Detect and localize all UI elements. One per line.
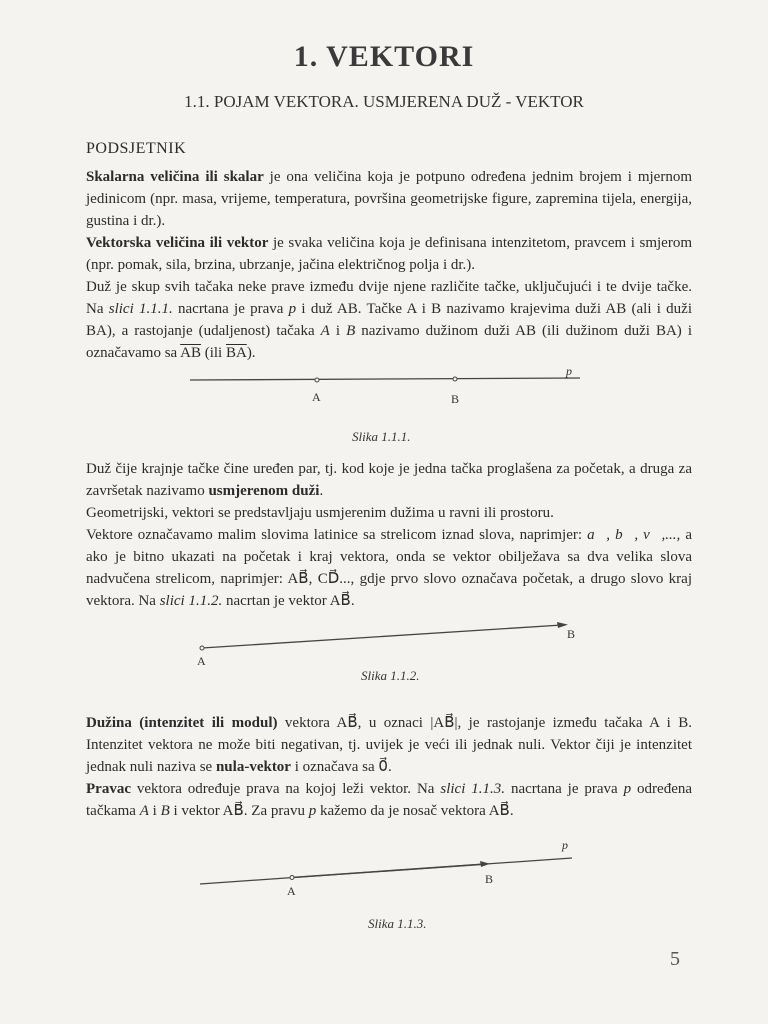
reminder-heading: PODSJETNIK — [86, 140, 187, 157]
term-scalar: Skalarna veličina ili skalar — [86, 169, 264, 185]
fig2-caption: Slika 1.1.2. — [361, 668, 420, 683]
vector-ab-arrowhead-3 — [480, 861, 490, 867]
fig3-label-b: B — [485, 872, 494, 886]
paragraph-direction: Pravac vektora određuje prava na kojoj leži vektor. Na slici 1.1.3. nacrtana je prava p određena tačkama A i B i vektor AB⃗. Za pravu p kažemo da je nosač vektora AB⃗. — [86, 781, 693, 819]
fig1-label-p: p — [566, 364, 572, 378]
vector-ab-on-p — [292, 864, 482, 877]
fig3-label-a: A — [287, 884, 296, 898]
point-a-3 — [290, 876, 294, 880]
paragraph-vector: Vektorska veličina ili vektor je svaka veličina koja je definisana intenzitetom, pravcem i smjerom (npr. pomak, sila, brzina, ubrzanje, jačina električnog polja i dr.). — [86, 235, 692, 273]
fig3-caption: Slika 1.1.3. — [368, 916, 427, 931]
fig2-label-b: B — [567, 627, 576, 641]
chapter-title: 1. VEKTORI — [293, 40, 475, 73]
fig1-caption: Slika 1.1.1. — [352, 429, 411, 444]
paragraph-notation: Vektore označavamo malim slovima latinice sa strelicom iznad slova, naprimjer: a⃗, b⃗, v⃗,..., a ako je bitno ukazati na početak i kraj vektora, onda se vektor obilježava sa dva velika slova nadvučena strelicom, naprimjer: AB⃗, CD⃗..., gdje prvo slovo označava početak, a drugo slovo kraj vektora. Na slici 1.1.2. nacrtan je vektor AB⃗. — [86, 527, 692, 609]
paragraph-geometric: Geometrijski, vektori se predstavljaju usmjerenim dužima u ravni ili prostoru. — [86, 505, 554, 521]
fig3-label-p: p — [562, 838, 568, 852]
fig2-label-a: A — [197, 654, 206, 668]
section-title: 1.1. POJAM VEKTORA. USMJERENA DUŽ - VEKTOR — [184, 92, 584, 111]
paragraph-magnitude: Dužina (intenzitet ili modul) vektora AB⃗, u oznaci |AB⃗|, je rastojanje između tačaka A i B. Intenzitet vektora ne može biti negativan, tj. uvijek je veći ili jednak nuli. Vektor čiji je intenzitet jednak nuli naziva se nula-vektor i označava sa 0⃗. — [86, 715, 692, 775]
paragraph-segment: Duž je skup svih tačaka neke prave između dvije njene različite tačke, uključujući i te dvije tačke. Na slici 1.1.1. nacrtana je prava p i duž AB. Tačke A i B nazivamo krajevima duži AB (ali i duži BA), a rastojanje (udaljenost) tačaka A i B nazivamo dužinom duži AB (ili dužinom duži BA) i označavamo sa $\overline{AB}$ (ili $\overline{BA}$). — [86, 279, 692, 361]
paragraph-directed-segment: Duž čije krajnje tačke čine uređen par, tj. kod koje je jedna tačka proglašena za početak, a druga za završetak nazivamo usmjerenom duži. — [86, 461, 692, 499]
page-number: 5 — [670, 948, 680, 970]
fig1-label-b: B — [451, 392, 460, 406]
fig1-label-a: A — [312, 390, 321, 404]
paragraph-scalar: Skalarna veličina ili skalar je ona veličina koja je potpuno određena jednim brojem i mjernom jedinicom (npr. masa, vrijeme, temperatura, površina geometrijske figure, zapremina tijela, energija, gustina i dr.). — [86, 169, 692, 229]
term-vector: Vektorska veličina ili vektor — [86, 235, 269, 251]
